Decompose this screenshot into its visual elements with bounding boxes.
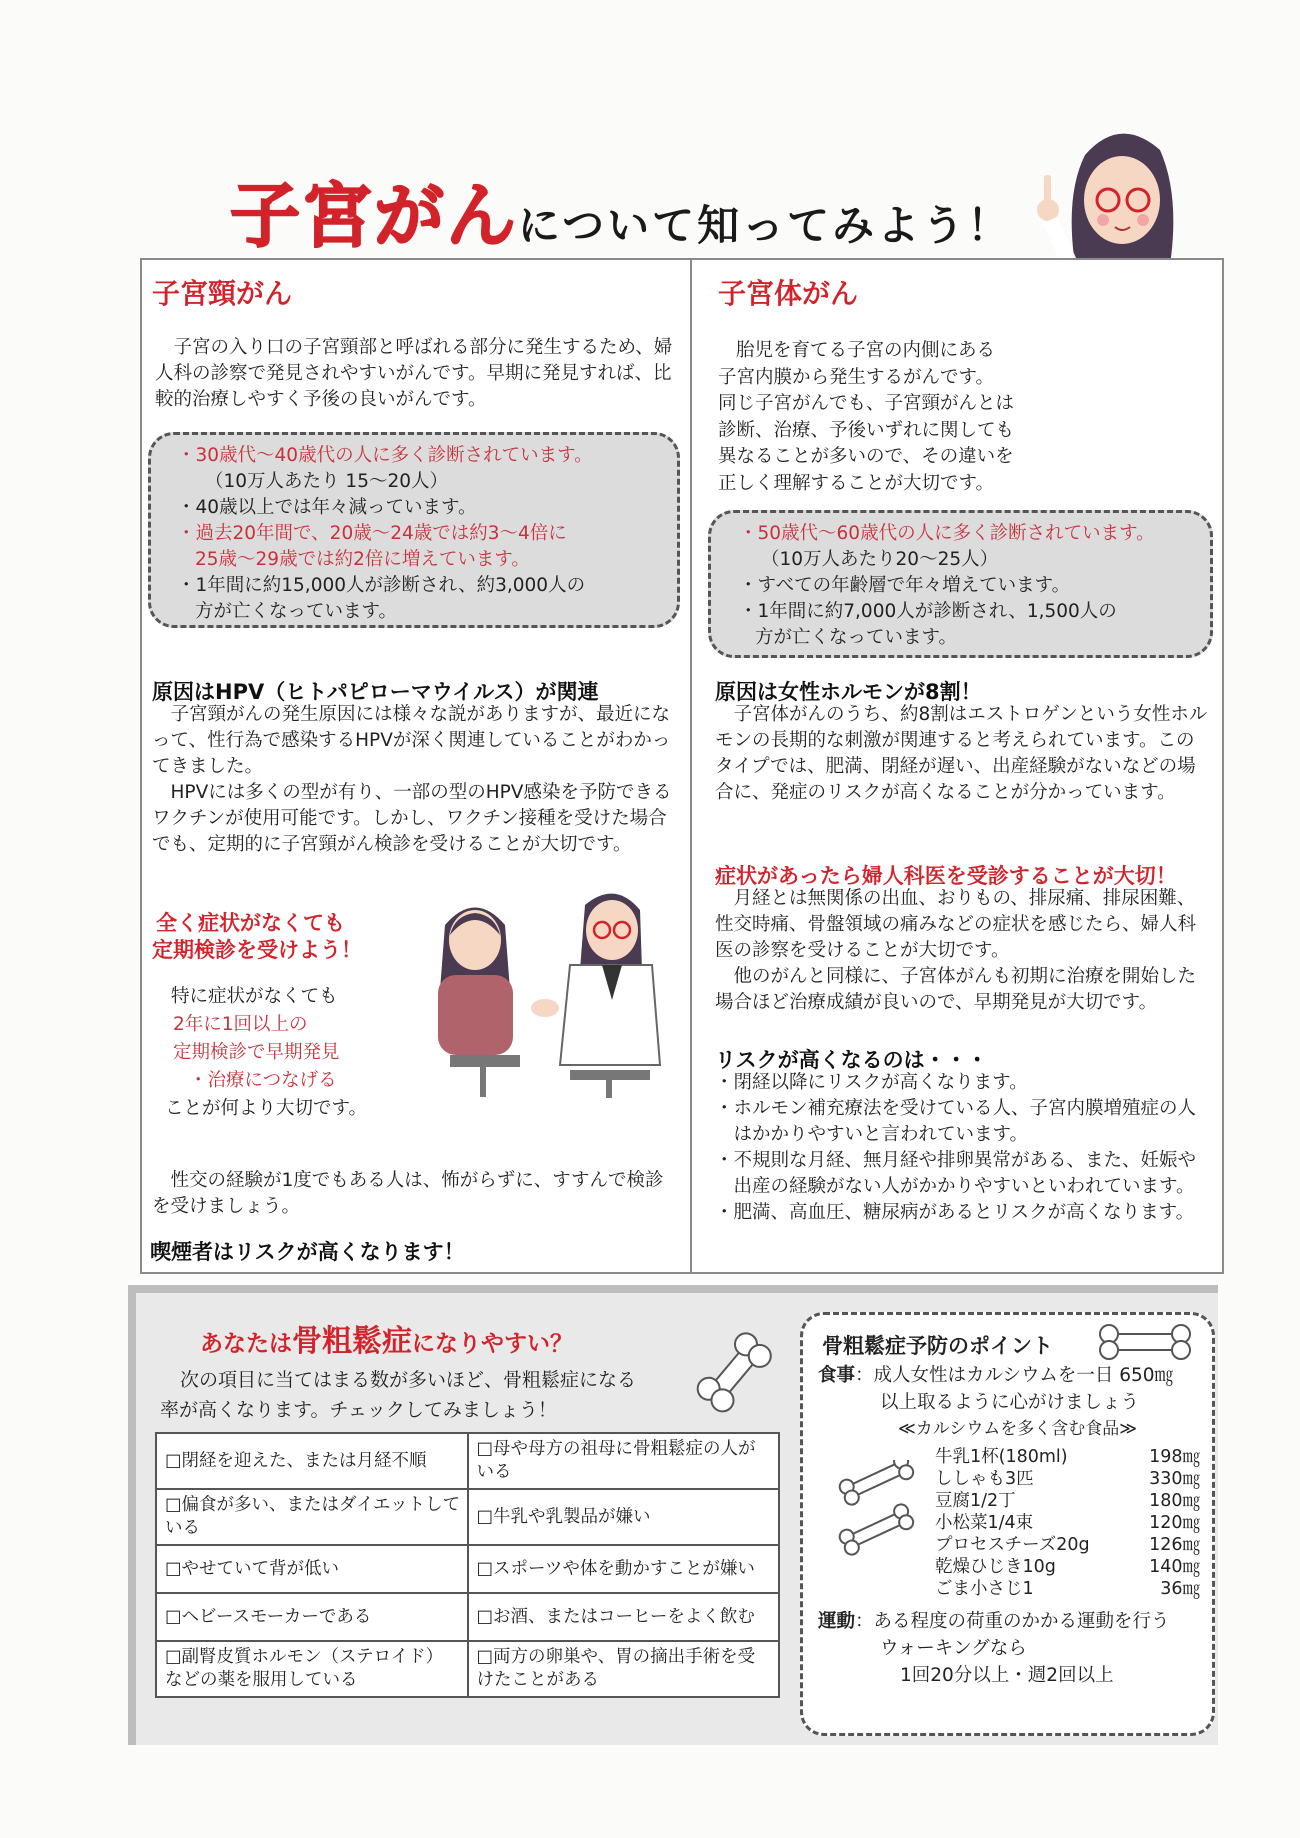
cervical-cause-heading: 原因はHPV（ヒトパピローマウイルス）が関連 [152, 680, 599, 704]
cervical-stat-6: ・1年間に約15,000人が診断され、約3,000人の [177, 575, 586, 596]
list-item: ししゃも3匹 330㎎ [935, 1469, 1200, 1489]
uterine-stat-3: ・すべての年齢層で年々増えています。 [739, 575, 1071, 596]
table-row [156, 1593, 779, 1641]
smoker-warning: 喫煙者はリスクが高くなります！ [150, 1240, 465, 1264]
title-rest: について知ってみよう！ [518, 201, 1013, 250]
cervical-stat-3: ・40歳以上では年々減っています。 [177, 497, 477, 518]
osteo-intro: 次の項目に当てはまる数が多いほど、骨粗鬆症になる 率が高くなります。チェックしてみましょう！ [160, 1369, 637, 1421]
check-item[interactable]: □スポーツや体を動かすことが嫌い [468, 1545, 780, 1593]
uterine-stat-5: 方が亡くなっています。 [755, 627, 958, 648]
symptom-text: 月経とは無関係の出血、おりもの、排尿痛、排尿困難、性交時痛、骨盤領域の痛みなどの症状を感じたら、婦人科医の診察を受けることが大切です。 他のがんと同様に、子宮体がんも初期に治療を開始した場合ほど治療成績が良いので、早期発見が大切です。 [715, 888, 1197, 1013]
list-item: ごま小さじ1 36㎎ [935, 1579, 1200, 1599]
check-item[interactable]: □両方の卵巣や、胃の摘出手術を受けたことがある [468, 1641, 780, 1697]
bone-icon [1095, 1322, 1195, 1362]
points-heading: 骨粗鬆症予防のポイント [822, 1334, 1053, 1358]
uterine-stat-4: ・1年間に約7,000人が診断され、1,500人の [739, 601, 1117, 622]
osteo-heading: あなたは骨粗鬆症になりやすい？ [200, 1324, 573, 1359]
check-item[interactable]: □副腎皮質ホルモン（ステロイド）などの薬を服用している [156, 1641, 468, 1697]
risk-heading: リスクが高くなるのは・・・ [715, 1048, 988, 1072]
cervical-stats-box [148, 432, 680, 628]
list-item: 乾燥ひじき10g 140㎎ [935, 1557, 1200, 1577]
cervical-stat-7: 方が亡くなっています。 [195, 601, 398, 622]
uterine-intro: 胎児を育てる子宮の内側にある 子宮内膜から発生するがんです。 同じ子宮がんでも、子宮頸がんとは 診断、治療、予後いずれに関しても 異なることが多いので、その違いを 正しく理解することが大切です。 [718, 340, 1015, 494]
experience-text: 性交の経験が1度でもある人は、怖がらずに、すすんで検診を受けましょう。 [152, 1170, 664, 1217]
bone-icon [690, 1318, 780, 1428]
list-item: 小松菜1/4束 120㎎ [935, 1513, 1200, 1533]
check-item[interactable]: □閉経を迎えた、または月経不順 [156, 1433, 468, 1489]
uterine-stats-box [708, 510, 1213, 658]
cervical-stat-4: ・過去20年間で、20歳～24歳では約3～4倍に [177, 523, 567, 544]
check-item[interactable]: □牛乳や乳製品が嫌い [468, 1489, 780, 1545]
cervical-cause-text: 子宮頸がんの発生原因には様々な説がありますが、最近になって、性行為で感染するHPVが深く関連していることがわかってきました。 HPVには多くの型が有り、一部の型のHPV感染を予防できるワクチンが使用可能です。しかし、ワクチン接種を受けた場合でも、定期的に子宮頸がん検診を受けることが大切です。 [152, 704, 672, 855]
cervical-intro: 子宮の入り口の子宮頸部と呼ばれる部分に発生するため、婦人科の診察で発見されやすいがんです。早期に発見すれば、比較的治療しやすく予後の良いがんです。 [155, 337, 673, 410]
page-title [230, 160, 1012, 261]
table-row [156, 1545, 779, 1593]
cervical-stat-5: 25歳～29歳では約2倍に増えています。 [195, 549, 530, 570]
table-row [156, 1433, 779, 1489]
cervical-heading: 子宮頸がん [152, 277, 293, 310]
uterine-stat-2: （10万人あたり20～25人） [761, 549, 999, 570]
check-item[interactable]: □母や母方の祖母に骨粗鬆症の人がいる [468, 1433, 780, 1489]
osteo-checklist [155, 1432, 780, 1698]
diet-label: 食事 [818, 1365, 856, 1386]
list-item: 牛乳1杯(180ml) 198㎎ [935, 1447, 1200, 1467]
consultation-illustration-icon [420, 880, 680, 1100]
calcium-food-list [935, 1446, 1200, 1600]
bone-icon [835, 1460, 930, 1560]
checkup-heading: 全く症状がなくても 定期検診を受けよう！ [152, 911, 362, 962]
symptom-heading: 症状があったら婦人科医を受診することが大切！ [715, 864, 1177, 888]
list-item: プロセスチーズ20g 126㎎ [935, 1535, 1200, 1555]
risk-list: ・閉経以降にリスクが高くなります。 ・ホルモン補充療法を受けている人、子宮内膜増殖症の人はかかりやすいと言われています。 ・不規則な月経、無月経や排卵異常がある、また、妊娠や出産の経験がない人がかかりやすいといわれています。 ・肥満、高血圧、糖尿病があるとリスクが高くなります。 [715, 1072, 1197, 1223]
uterine-heading: 子宮体がん [718, 277, 859, 310]
check-item[interactable]: □偏食が多い、またはダイエットしている [156, 1489, 468, 1545]
check-item[interactable]: □やせていて背が低い [156, 1545, 468, 1593]
list-item: 豆腐1/2丁 180㎎ [935, 1491, 1200, 1511]
cervical-stat-1: ・30歳代～40歳代の人に多く診断されています。 [177, 445, 593, 466]
check-item[interactable]: □ヘビースモーカーである [156, 1593, 468, 1641]
checkup-text: 特に症状がなくても 2年に1回以上の 定期検診で早期発見 ・治療につなげる ことが何より大切です。 [165, 986, 368, 1119]
uterine-cause-heading: 原因は女性ホルモンが8割！ [715, 680, 982, 704]
cervical-stat-2: （10万人あたり 15～20人） [205, 471, 449, 492]
exercise-text: 運動：ある程度の荷重のかかる運動を行う ウォーキングなら 1回20分以上・週2回以上 [818, 1611, 1170, 1686]
title-main: 子宮がん [230, 175, 518, 257]
table-row [156, 1641, 779, 1697]
table-row [156, 1489, 779, 1545]
uterine-cause-text: 子宮体がんのうち、約8割はエストロゲンという女性ホルモンの長期的な刺激が関連すると考えられています。このタイプでは、肥満、閉経が遅い、出産経験がないなどの場合に、発症のリスクが高くなることが分かっています。 [715, 704, 1208, 803]
diet-text: 食事：成人女性はカルシウムを一日 650㎎ 以上取るように心がけましょう ≪カルシウムを多く含む食品≫ [818, 1365, 1174, 1439]
check-item[interactable]: □お酒、またはコーヒーをよく飲む [468, 1593, 780, 1641]
exercise-label: 運動 [818, 1611, 856, 1632]
uterine-stat-1: ・50歳代～60歳代の人に多く診断されています。 [739, 523, 1155, 544]
